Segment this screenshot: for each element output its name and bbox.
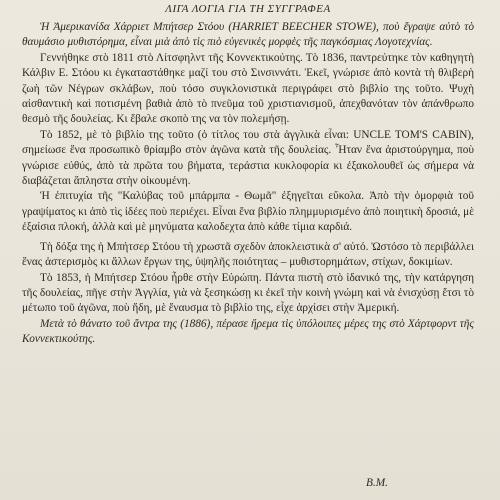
article-body	[22, 20, 474, 348]
paragraph-birth-and-life: Γεννήθηκε στὸ 1811 στὸ Λίτσφηλντ τῆς Κοννεκτικούτης. Τὸ 1836, παντρεύτηκε τὸν καθηγητὴ Κάλβιν Ε. Στόου κι ἐγκαταστάθηκε μαζί του στὸ Σινσιννάτι. Ἐκεῖ, γνώρισε ἀπὸ κοντὰ τὴ θλιβερὴ ζωὴ τῶν Νέγρων σκλάβων, ποὺ τόσο συγκλονιστικὰ περιγράφει στὸ βιβλίο της τοῦτο. Ψυχὴ αἰσθαντικὴ καὶ ποτισμένη βαθιὰ ἀπὸ τὸ πνεῦμα τοῦ χριστιανισμοῦ, ἀπεχθανόταν τὸν ἀπάνθρωπο θεσμὸ τῆς δουλείας. Κι ἔβαλε σκοπὸ της να τὸν πολεμήσῃ.	[22, 51, 474, 126]
page-title: ΛΙΓΑ ΛΟΓΙΑ ΓΙΑ ΤΗ ΣΥΓΓΡΑΦΕΑ	[165, 3, 331, 15]
paragraph-uncle-toms-cabin: Τὸ 1852, μὲ τὸ βιβλίο της τοῦτο (ὁ τίτλος του στὰ ἀγγλικὰ εἶναι: UNCLE TOM'S CABIN), σημείωσε ἕνα προσωπικὸ θρίαμβο στὸν ἀγῶνα κατὰ τῆς δουλείας. Ἦταν ἕνα ἀριστούργημα, ποὺ γνώρισε εὐθύς, ἀπὸ τὰ πρῶτα του βήματα, τεράστια κυκλοφορία κι ἐξακολουθεῖ ὡς σήμερα νὰ διαβάζεται ἄπληστα στὴν οἰκουμένη.	[22, 128, 474, 188]
author-signature: Β.Μ.	[366, 477, 388, 489]
paragraph-intro: Ἡ Ἀμερικανίδα Χάρριετ Μπήτσερ Στόου (HARRIET BEECHER STOWE), ποὺ ἔγραψε αὐτὸ τὸ θαυμάσιο μυθιστόρημα, εἶναι μιὰ ἀπὸ τὶς πιὸ εὐγενικὲς μορφὲς τῆς παγκόσμιας Λογοτεχνίας.	[22, 21, 474, 49]
paragraph-success: Ἡ ἐπιτυχία τῆς "Καλύβας τοῦ μπάρμπα - Θωμᾶ" ἐξηγεῖται εὔκολα. Ἀπὸ τὴν ὁμορφιὰ τοῦ γραψίματος κι ἀπὸ τὶς ἰδέες ποὺ περιέχει. Εἶναι ἕνα βιβλίο πλημμυρισμένο ἀπὸ ποιητικὴ δροσιά, μὲ ἐξαίσια πλοκή, ἀλλὰ καὶ μὲ μηνύματα καλοδεχτα ἀπὸ κάθε τίμια καρδιά.	[22, 190, 474, 234]
paragraph-europe: Τὸ 1853, ἡ Μπήτσερ Στόου ἦρθε στὴν Εὐρώπη. Πάντα πιστὴ στὸ ἰδανικό της, τὴν κατάργηση τῆς δουλείας, πῆγε στὴν Ἀγγλία, γιὰ νὰ ξεσηκώσῃ κι ἐκεῖ τὴν κοινὴ γνώμη καὶ νὰ ἐνισχύσῃ ἔτσι τὸ μέτωπο τοῦ ἀγῶνα, ποὺ ἤδη, μὲ ἔναυσμα τὸ βιβλίο της, εἶχε ἀρχίσει στὴν Ἀμερική.	[22, 271, 474, 315]
paragraph-fame: Τὴ δόξα της ἡ Μπήτσερ Στόου τὴ χρωστᾶ σχεδὸν ἀποκλειστικὰ σ' αὐτό. Ὡστόσο τὸ περιβάλλει ἕνας ἀστερισμὸς κι ἄλλων ἔργων της, ὑψηλῆς ποιότητας – μυθιστορημάτων, στίχων, δοκιμίων.	[22, 240, 474, 269]
paragraph-death: Μετὰ τὸ θάνατο τοῦ ἄντρα της (1886), πέρασε ἥρεμα τὶς ὑπόλοιπες μέρες της στὸ Χάρτφορντ τῆς Κοννεκτικούτης.	[22, 317, 474, 346]
